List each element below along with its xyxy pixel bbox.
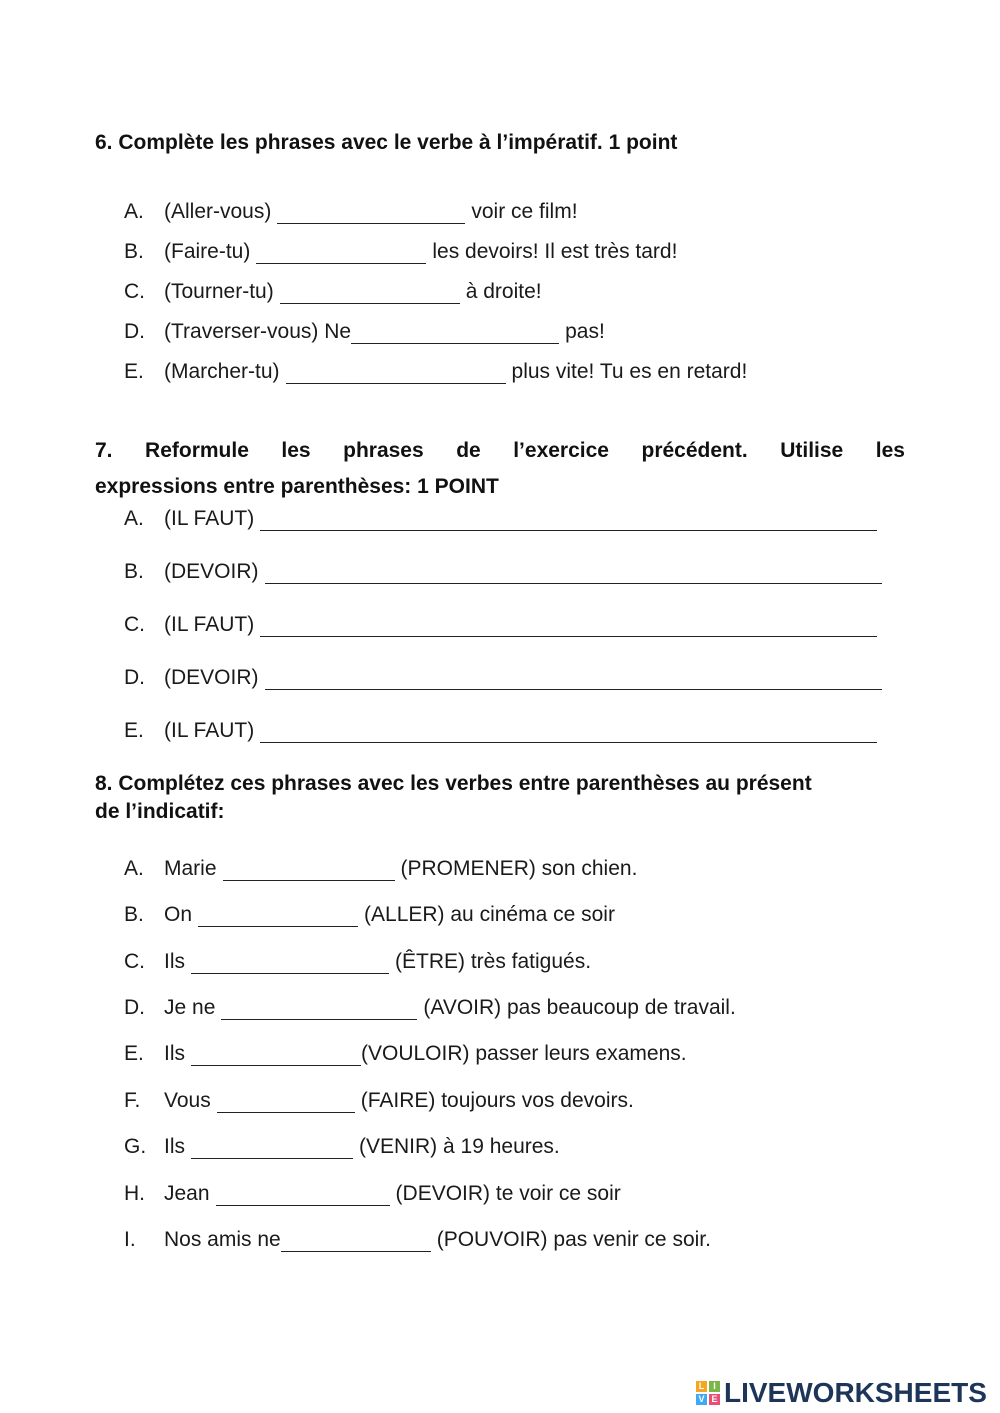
answer-input[interactable] [191, 953, 389, 974]
item-suffix: plus vite! Tu es en retard! [511, 360, 748, 383]
exercise-8-item-b [124, 903, 615, 927]
exercise-8-title [95, 770, 915, 826]
exercise-7-title [95, 433, 905, 505]
exercise-8-item-g [124, 1135, 560, 1159]
item-prompt: (Aller-vous) [164, 200, 272, 223]
item-letter: E. [124, 360, 144, 383]
item-suffix: (ÊTRE) très fatigués. [395, 950, 592, 973]
exercise-8-item-a [124, 857, 637, 881]
item-letter: F. [124, 1089, 141, 1112]
title-word: de [456, 439, 481, 462]
exercise-7-title-line2: expressions entre parenthèses: 1 POINT [95, 475, 499, 498]
item-letter: D. [124, 320, 145, 343]
item-letter: G. [124, 1135, 147, 1158]
exercise-8-item-h [124, 1182, 621, 1206]
answer-input[interactable] [286, 363, 506, 384]
item-letter: B. [124, 560, 144, 583]
title-word: les [281, 439, 311, 462]
answer-input[interactable] [256, 243, 426, 264]
answer-input[interactable] [260, 510, 877, 531]
item-letter: B. [124, 240, 144, 263]
title-word: précédent. [641, 439, 748, 462]
exercise-6-item-c [124, 280, 542, 304]
exercise-8-item-c [124, 950, 591, 974]
title-word: phrases [343, 439, 424, 462]
item-prompt: Nos amis ne [164, 1228, 281, 1251]
item-suffix: (DEVOIR) te voir ce soir [395, 1182, 621, 1205]
item-prompt: (Marcher-tu) [164, 360, 280, 383]
exercise-7-item-b [124, 560, 888, 584]
answer-input[interactable] [191, 1138, 353, 1159]
item-prompt: Ils [164, 950, 185, 973]
answer-input[interactable] [221, 999, 417, 1020]
exercise-7-title-line1 [95, 433, 905, 469]
answer-input[interactable] [191, 1045, 361, 1066]
answer-input[interactable] [277, 203, 465, 224]
item-suffix: à droite! [465, 280, 542, 303]
exercise-6-item-d [124, 320, 605, 344]
item-letter: A. [124, 200, 144, 223]
item-prompt: (IL FAUT) [164, 719, 255, 742]
item-letter: B. [124, 903, 144, 926]
title-word: Utilise [780, 439, 844, 462]
item-suffix: (ALLER) au cinéma ce soir [364, 903, 615, 926]
item-suffix: (VOULOIR) passer leurs examens. [361, 1042, 687, 1065]
answer-input[interactable] [217, 1092, 355, 1113]
item-letter: A. [124, 857, 144, 880]
item-suffix: (VENIR) à 19 heures. [359, 1135, 560, 1158]
item-suffix: (PROMENER) son chien. [400, 857, 638, 880]
answer-input[interactable] [265, 563, 882, 584]
exercise-7-item-e [124, 719, 883, 743]
item-letter: E. [124, 719, 144, 742]
item-suffix: (AVOIR) pas beaucoup de travail. [423, 996, 736, 1019]
item-suffix: (FAIRE) toujours vos devoirs. [360, 1089, 634, 1112]
item-prompt: On [164, 903, 193, 926]
logo-mark-letter: E [709, 1394, 720, 1405]
exercise-8-item-e [124, 1042, 687, 1066]
exercise-6-title: 6. Complète les phrases avec le verbe à l’impératif. 1 point [95, 131, 678, 154]
logo-mark-letter: L [696, 1381, 707, 1392]
answer-input[interactable] [260, 722, 877, 743]
liveworksheets-logo-mark-icon [696, 1381, 720, 1405]
answer-input[interactable] [265, 669, 882, 690]
exercise-8-title-line1: 8. Complétez ces phrases avec les verbes entre parenthèses au présent [95, 772, 812, 795]
item-prompt: (IL FAUT) [164, 507, 255, 530]
item-letter: C. [124, 613, 145, 636]
item-letter: A. [124, 507, 144, 530]
logo-mark-letter: V [696, 1394, 707, 1405]
liveworksheets-logo [696, 1376, 987, 1410]
exercise-8-item-i [124, 1228, 711, 1252]
item-prompt: (Traverser-vous) Ne [164, 320, 352, 343]
answer-input[interactable] [198, 906, 358, 927]
title-word: les [875, 439, 905, 462]
item-prompt: Marie [164, 857, 217, 880]
item-prompt: (Faire-tu) [164, 240, 251, 263]
answer-input[interactable] [223, 860, 395, 881]
exercise-7-item-a [124, 507, 883, 531]
item-suffix: (POUVOIR) pas venir ce soir. [436, 1228, 711, 1251]
title-word: Reformule [145, 439, 249, 462]
item-prompt: Ils [164, 1042, 185, 1065]
exercise-6-item-a [124, 200, 578, 224]
item-prompt: (DEVOIR) [164, 666, 259, 689]
item-prompt: (Tourner-tu) [164, 280, 274, 303]
exercise-8-item-d [124, 996, 736, 1020]
item-letter: D. [124, 666, 145, 689]
item-letter: H. [124, 1182, 145, 1205]
exercise-8-item-f [124, 1089, 634, 1113]
title-word: 7. [95, 439, 113, 462]
exercise-6-item-e [124, 360, 747, 384]
item-prompt: (DEVOIR) [164, 560, 259, 583]
item-letter: C. [124, 280, 145, 303]
exercise-8-title-line2: de l’indicatif: [95, 800, 225, 823]
item-prompt: (IL FAUT) [164, 613, 255, 636]
title-word: l’exercice [513, 439, 609, 462]
exercise-7-item-c [124, 613, 883, 637]
logo-mark-letter: I [709, 1381, 720, 1392]
item-prompt: Jean [164, 1182, 210, 1205]
answer-input[interactable] [280, 283, 460, 304]
answer-input[interactable] [351, 323, 559, 344]
item-letter: D. [124, 996, 145, 1019]
exercise-7-item-d [124, 666, 888, 690]
answer-input[interactable] [260, 616, 877, 637]
item-suffix: les devoirs! Il est très tard! [432, 240, 678, 263]
exercise-6-item-b [124, 240, 677, 264]
item-prompt: Ils [164, 1135, 185, 1158]
answer-input[interactable] [216, 1185, 390, 1206]
item-suffix: voir ce film! [471, 200, 578, 223]
answer-input[interactable] [281, 1231, 431, 1252]
item-prompt: Vous [164, 1089, 211, 1112]
item-suffix: pas! [565, 320, 605, 343]
item-prompt: Je ne [164, 996, 216, 1019]
liveworksheets-logo-text: LIVEWORKSHEETS [724, 1377, 987, 1408]
item-letter: C. [124, 950, 145, 973]
item-letter: I. [124, 1228, 136, 1251]
item-letter: E. [124, 1042, 144, 1065]
